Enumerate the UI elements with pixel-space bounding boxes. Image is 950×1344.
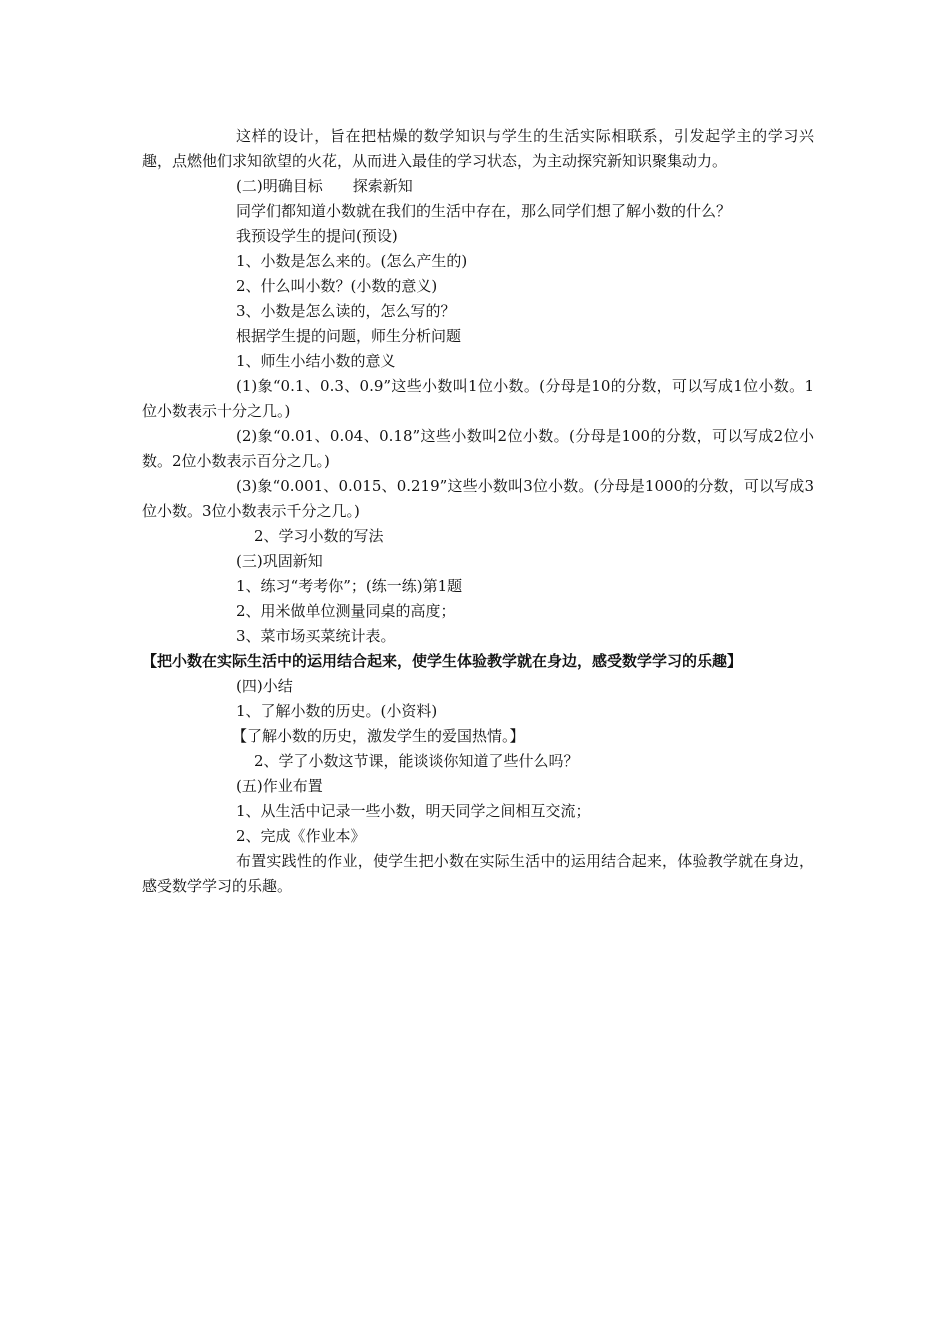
list-item: (3)象“0.001、0.015、0.219”这些小数叫3位小数。(分母是1000的分数，可以写成3位小数。3位小数表示千分之几。) [142, 477, 814, 520]
list-item: 2、学习小数的写法 [254, 527, 384, 545]
document-body [142, 124, 814, 899]
list-item: 1、小数是怎么来的。(怎么产生的) [236, 252, 468, 270]
bracket-note: 【了解小数的历史，激发学生的爱国热情。】 [232, 727, 525, 745]
paragraph: 同学们都知道小数就在我们的生活中存在，那么同学们想了解小数的什么？ [236, 202, 732, 220]
list-item: (1)象“0.1、0.3、0.9”这些小数叫1位小数。(分母是10的分数，可以写成1位小数。1位小数表示十分之几。) [142, 377, 814, 420]
section-heading: (三)巩固新知 [236, 552, 323, 570]
list-item: (2)象“0.01、0.04、0.18”这些小数叫2位小数。(分母是100的分数，可以写成2位小数。2位小数表示百分之几。) [142, 427, 814, 470]
section-heading: (四)小结 [236, 677, 293, 695]
list-item: 3、小数是怎么读的，怎么写的？ [236, 302, 456, 320]
list-item: 2、学了小数这节课，能谈谈你知道了些什么吗？ [254, 752, 579, 770]
list-item: 1、了解小数的历史。(小资料) [236, 702, 438, 720]
paragraph: 布置实践性的作业，使学生把小数在实际生活中的运用结合起来，体验教学就在身边，感受数学学习的乐趣。 [142, 852, 814, 895]
paragraph: 这样的设计，旨在把枯燥的数学知识与学生的生活实际相联系，引发起学主的学习兴趣，点燃他们求知欲望的火花，从而进入最佳的学习状态，为主动探究新知识聚集动力。 [142, 127, 814, 170]
list-item: 1、师生小结小数的意义 [236, 352, 396, 370]
paragraph: 根据学生提的问题，师生分析问题 [236, 327, 462, 345]
list-item: 1、练习“考考你”；(练一练)第1题 [236, 577, 463, 595]
section-heading: (五)作业布置 [236, 777, 323, 795]
paragraph: 我预设学生的提问(预设) [236, 227, 398, 245]
list-item: 3、菜市场买菜统计表。 [236, 627, 396, 645]
list-item: 2、用米做单位测量同桌的高度； [236, 602, 456, 620]
list-item: 2、完成《作业本》 [236, 827, 366, 845]
section-heading: (二)明确目标 探索新知 [236, 177, 413, 195]
list-item: 2、什么叫小数？(小数的意义) [236, 277, 438, 295]
list-item: 1、从生活中记录一些小数，明天同学之间相互交流； [236, 802, 591, 820]
bracket-note: 【把小数在实际生活中的运用结合起来，使学生体验教学就在身边，感受数学学习的乐趣】 [142, 652, 743, 670]
